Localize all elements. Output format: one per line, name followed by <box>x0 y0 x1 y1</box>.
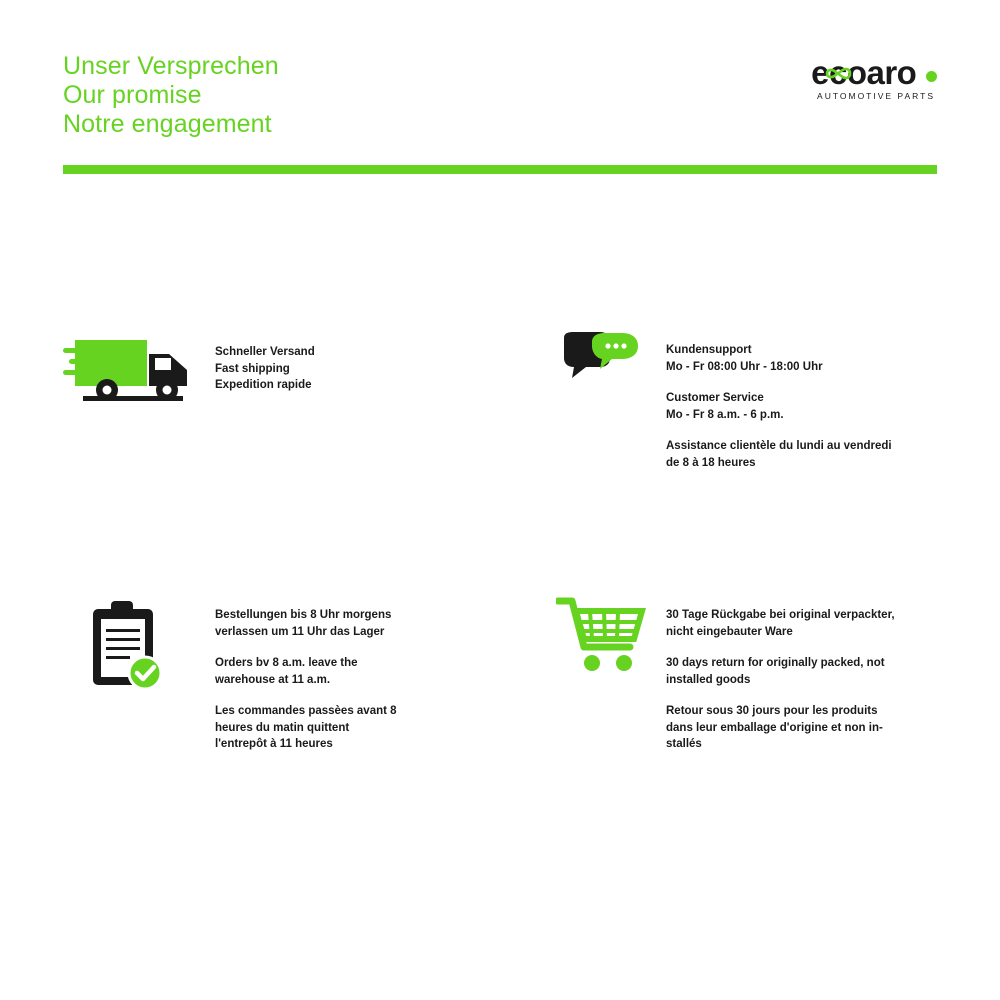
promise-line: Schneller Versand <box>215 346 315 358</box>
promise-text-block <box>666 342 956 375</box>
promise-text-block <box>666 655 956 688</box>
promise-line: Orders bv 8 a.m. leave the <box>215 657 358 669</box>
promise-text-block <box>666 607 956 640</box>
promise-line: verlassen um 11 Uhr das Lager <box>215 625 385 638</box>
promise-line: Fast shipping <box>215 362 290 375</box>
promise-text-block <box>215 344 475 394</box>
brand-tagline: AUTOMOTIVE PARTS <box>817 91 935 101</box>
promise-line: Les commandes passèes avant 8 <box>215 705 397 717</box>
promise-text-block <box>215 655 495 688</box>
page-title-fr: Notre engagement <box>63 110 272 138</box>
clipboard-check-icon <box>63 595 183 695</box>
promise-line: Assistance clientèle du lundi au vendredi <box>666 440 892 452</box>
promise-line: heures du matin quittent <box>215 721 350 734</box>
infinity-icon <box>824 67 860 80</box>
accent-divider <box>63 165 937 174</box>
promise-orders <box>63 595 493 775</box>
promise-line: installed goods <box>666 673 751 686</box>
promise-line: dans leur emballage d'origine et non in- <box>666 721 883 734</box>
shopping-cart-icon <box>556 595 651 675</box>
promise-line: nicht eingebauter Ware <box>666 625 793 638</box>
promise-line: Mo - Fr 8 a.m. - 6 p.m. <box>666 408 784 421</box>
promise-line: Expedition rapide <box>215 379 312 391</box>
promise-line: 30 days return for originally packed, not <box>666 657 885 669</box>
promise-line: Bestellungen bis 8 Uhr morgens <box>215 609 392 621</box>
promise-line: Customer Service <box>666 392 764 404</box>
promise-text-block <box>666 438 956 471</box>
promise-returns-text <box>666 607 956 753</box>
promise-text-block <box>215 703 495 753</box>
page-header <box>63 52 937 172</box>
page-title-en: Our promise <box>63 81 202 109</box>
page-title-de: Unser Versprechen <box>63 52 279 80</box>
promise-text-block <box>666 703 956 753</box>
promise-line: warehouse at 11 a.m. <box>215 673 331 686</box>
promise-line: Kundensupport <box>666 344 752 356</box>
promise-orders-text <box>215 607 495 753</box>
logo-dot-icon <box>926 71 937 82</box>
promise-line: stallés <box>666 738 702 750</box>
promise-text-block <box>215 607 495 640</box>
promise-support-text <box>666 342 956 471</box>
promise-line: Retour sous 30 jours pour les produits <box>666 705 878 717</box>
promise-support <box>556 330 956 490</box>
promise-text-block <box>666 390 956 423</box>
promise-shipping <box>63 330 483 440</box>
promise-line: 30 Tage Rückgabe bei original verpackter, <box>666 609 895 621</box>
promise-line: Mo - Fr 08:00 Uhr - 18:00 Uhr <box>666 360 823 373</box>
promise-returns <box>556 595 956 775</box>
delivery-truck-icon <box>63 330 193 410</box>
brand-wordmark-text: ecoaro <box>811 54 917 91</box>
promise-line: de 8 à 18 heures <box>666 456 756 469</box>
promise-line: l'entrepôt à 11 heures <box>215 738 333 750</box>
brand-logo <box>787 56 937 108</box>
chat-bubbles-icon <box>556 330 646 400</box>
promise-shipping-text <box>215 344 475 394</box>
brand-wordmark <box>787 56 937 89</box>
